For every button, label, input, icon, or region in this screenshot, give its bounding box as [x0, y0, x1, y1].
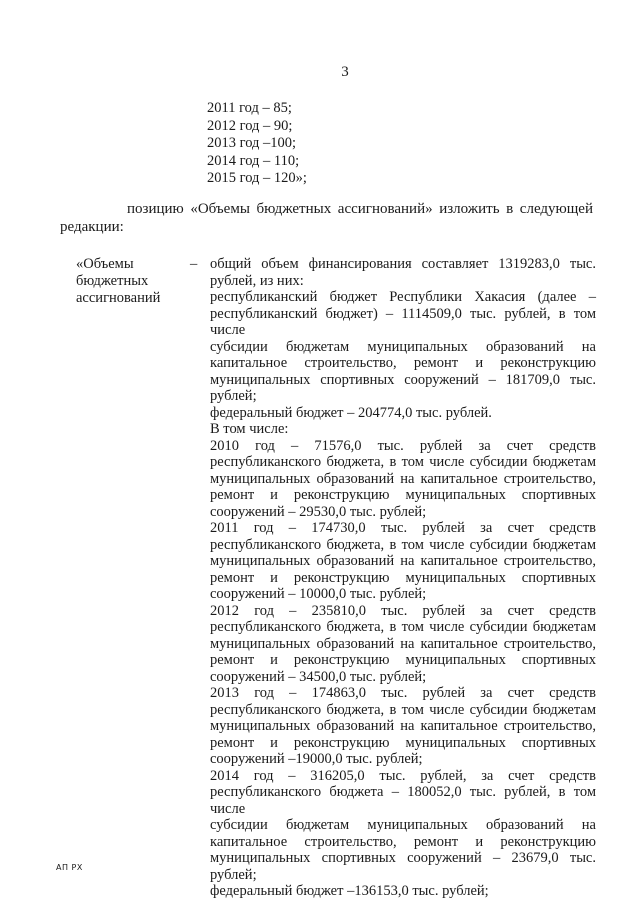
allocation-line: ремонт и реконструкцию муниципальных спортивных: [210, 487, 596, 503]
allocation-line: 2010 год – 71576,0 тыс. рублей за счет средств: [210, 437, 596, 454]
allocation-line: общий объем финансирования составляет 1319283,0 тыс.: [210, 256, 596, 272]
allocation-line: 2012 год – 235810,0 тыс. рублей за счет средств: [210, 602, 596, 619]
year-target-item: 2011 год – 85;: [207, 100, 292, 116]
allocation-line: муниципальных спортивных сооружений – 181709,0 тыс.: [210, 371, 596, 388]
allocation-line: капитальное строительство, ремонт и реконструкцию: [210, 833, 596, 850]
label-line: бюджетных: [76, 273, 149, 289]
year-target-list: [207, 100, 307, 188]
allocation-line: рублей;: [210, 388, 257, 404]
year-target-item: 2014 год – 110;: [207, 152, 300, 169]
allocation-line: сооружений – 29530,0 тыс. рублей;: [210, 503, 427, 520]
intro-line: позицию «Объемы бюджетных ассигнований» изложить в следующей: [127, 201, 593, 217]
allocation-line: сооружений –19000,0 тыс. рублей;: [210, 751, 423, 767]
allocation-line: республиканского бюджета, в том числе субсидии бюджетам: [210, 701, 596, 718]
allocation-line: республиканского бюджета, в том числе субсидии бюджетам: [210, 536, 596, 553]
year-target-item: 2015 год – 120»;: [207, 170, 307, 186]
allocation-line: капитальное строительство, ремонт и реконструкцию: [210, 355, 596, 371]
allocation-line: республиканский бюджет Республики Хакасия (далее –: [210, 289, 596, 305]
allocation-line: муниципальных образований на капитальное строительство,: [210, 470, 596, 487]
allocation-line: ремонт и реконструкцию муниципальных спортивных: [210, 734, 596, 751]
allocation-line: ремонт и реконструкцию муниципальных спортивных: [210, 652, 596, 668]
label-line: «Объемы: [76, 256, 134, 272]
label-dash: –: [190, 256, 198, 272]
footer-code: АП РХ: [56, 863, 83, 872]
position-label: [76, 256, 160, 307]
allocation-line: сооружений – 34500,0 тыс. рублей;: [210, 668, 427, 685]
allocation-line: муниципальных образований на капитальное строительство,: [210, 718, 596, 734]
allocation-line: республиканского бюджета, в том числе субсидии бюджетам: [210, 454, 596, 470]
budget-allocations-text: [210, 256, 596, 900]
year-target-item: 2012 год – 90;: [207, 117, 293, 134]
allocation-line: республиканский бюджет) – 1114509,0 тыс. рублей, в том числе: [210, 305, 596, 338]
allocation-line: республиканского бюджета – 180052,0 тыс. рублей, в том числе: [210, 784, 596, 817]
allocation-line: В том числе:: [210, 421, 289, 437]
allocation-line: 2011 год – 174730,0 тыс. рублей за счет средств: [210, 520, 596, 536]
page-number: 3: [341, 64, 349, 80]
allocation-line: муниципальных образований на капитальное строительство,: [210, 635, 596, 652]
year-target-item: 2013 год –100;: [207, 135, 297, 151]
allocation-line: 2013 год – 174863,0 тыс. рублей за счет средств: [210, 685, 596, 701]
allocation-line: субсидии бюджетам муниципальных образований на: [210, 338, 596, 355]
allocation-line: республиканского бюджета, в том числе субсидии бюджетам: [210, 619, 596, 635]
allocation-line: федеральный бюджет –136153,0 тыс. рублей;: [210, 883, 489, 899]
label-line: ассигнований: [76, 290, 161, 306]
allocation-line: ремонт и реконструкцию муниципальных спортивных: [210, 569, 596, 586]
allocation-line: 2014 год – 316205,0 тыс. рублей, за счет средств: [210, 767, 596, 784]
intro-line: редакции:: [60, 219, 124, 235]
allocation-line: муниципальных спортивных сооружений – 23679,0 тыс. рублей;: [210, 850, 596, 883]
allocation-line: сооружений – 10000,0 тыс. рублей;: [210, 586, 427, 602]
allocation-line: федеральный бюджет – 204774,0 тыс. рублей.: [210, 404, 492, 421]
amendment-intro: [60, 200, 593, 236]
allocation-line: субсидии бюджетам муниципальных образований на: [210, 817, 596, 833]
allocation-line: муниципальных образований на капитальное строительство,: [210, 553, 596, 569]
allocation-line: рублей, из них:: [210, 272, 304, 289]
